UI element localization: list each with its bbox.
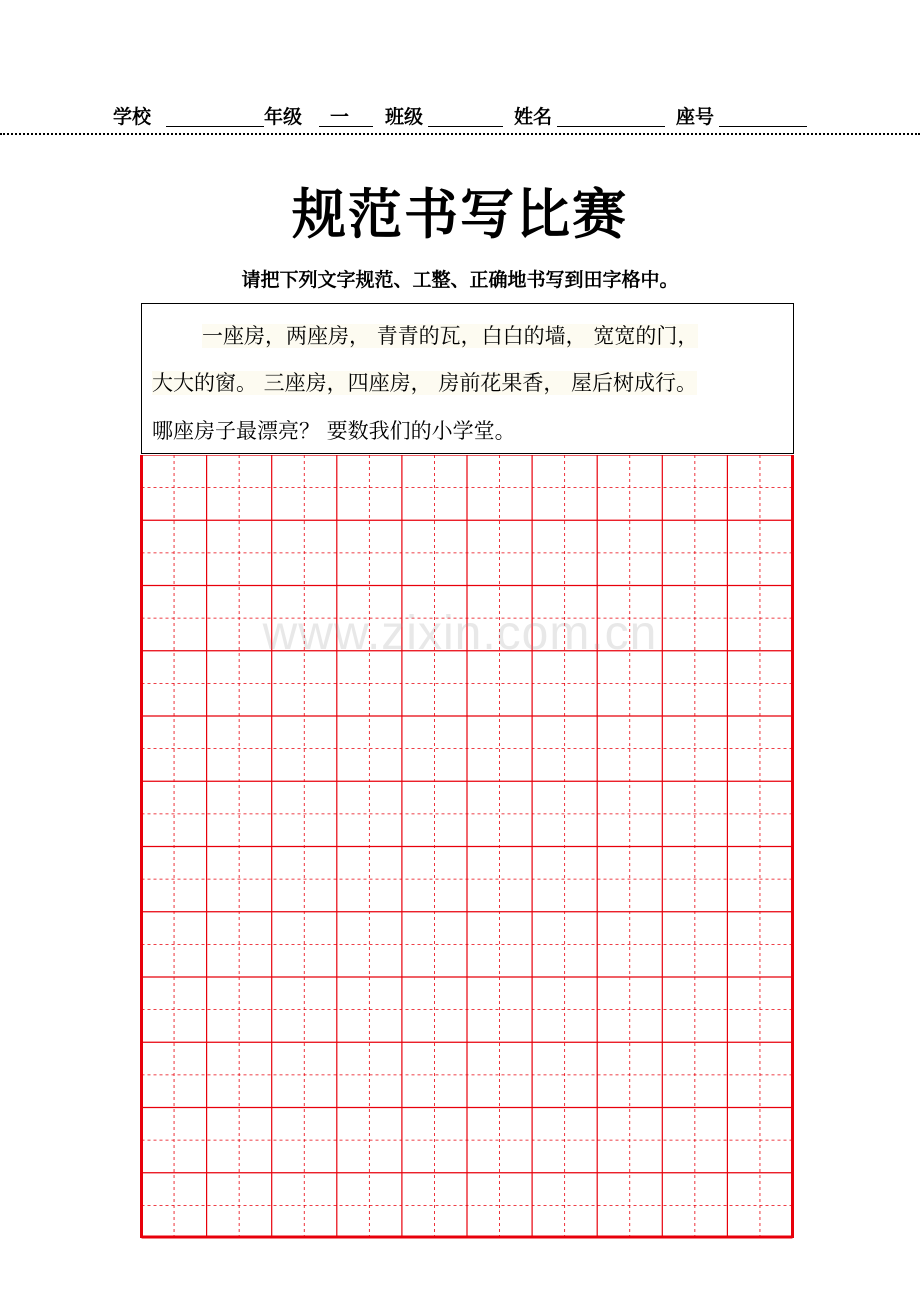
passage-line-3 [152,414,516,448]
passage-box [141,303,794,454]
instruction-text: 请把下列文字规范、工整、正确地书写到田字格中。 [241,269,679,291]
seat-blank[interactable] [719,126,807,127]
student-info-row [0,102,920,132]
passage-line-1 [202,319,698,353]
name-blank[interactable] [557,126,665,127]
school-label: 学校 [113,106,152,128]
class-blank[interactable] [428,126,503,127]
page-title: 规范书写比赛 [292,183,628,246]
passage-line-3-text: 哪座房子最漂亮？ 要数我们的小学堂。 [152,419,516,443]
grade-value: 一 [330,106,350,128]
tianzige-grid-svg [140,455,794,1240]
passage-line-1-text: 一座房，两座房， 青青的瓦，白白的墙， 宽宽的门， [202,324,699,348]
school-blank[interactable] [166,126,264,127]
name-label: 姓名 [514,106,553,128]
watermark: www.zixin.com.cn [262,607,658,660]
tianzige-grid[interactable] [140,455,794,1240]
cut-line [0,133,920,135]
passage-line-2-text: 大大的窗。 三座房，四座房， 房前花果香， 屋后树成行。 [152,371,698,395]
passage-line-2 [152,366,697,400]
grade-label: 年级 [264,106,303,128]
seat-label: 座号 [676,106,715,128]
class-label: 班级 [385,106,424,128]
